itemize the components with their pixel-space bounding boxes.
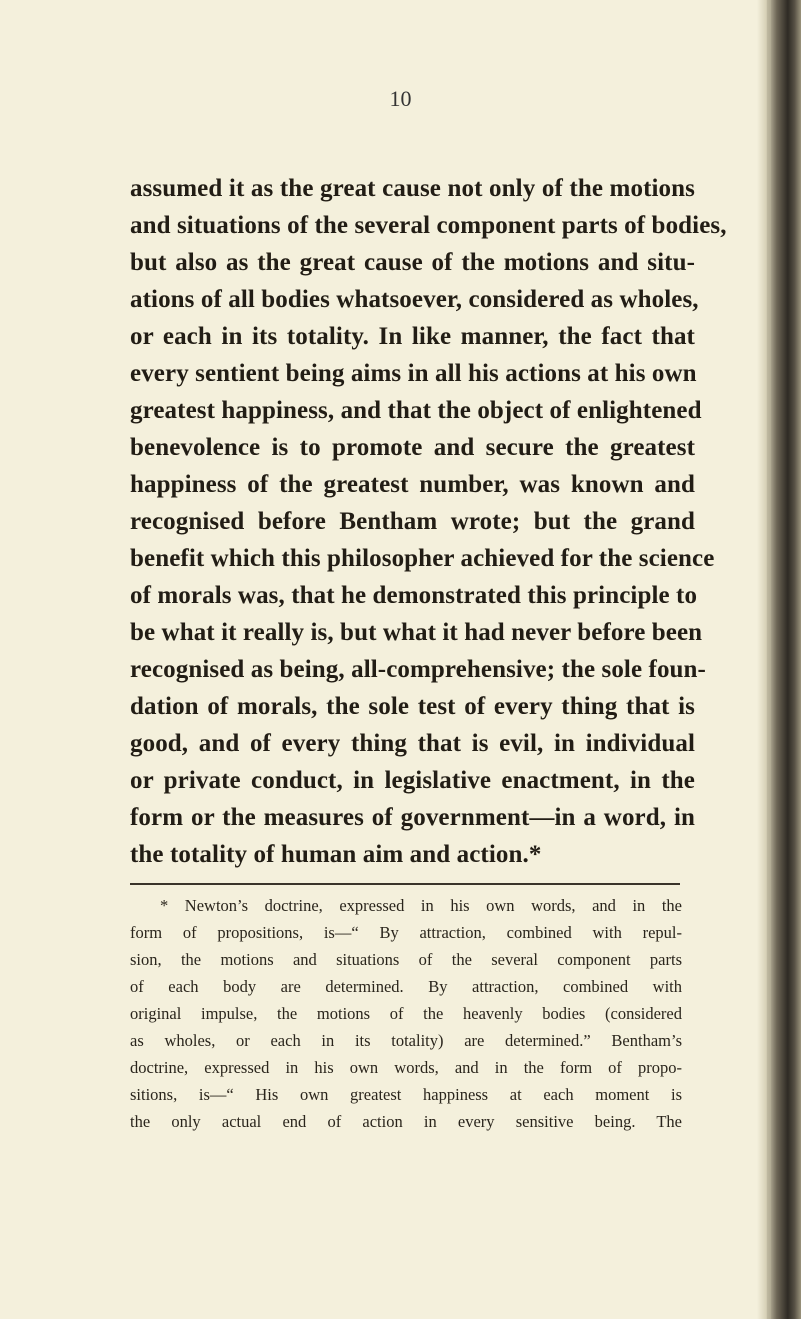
text-line: or private conduct, in legislative enactment, in the — [130, 767, 695, 794]
text-line: benefit which this philosopher achieved for the science — [130, 545, 715, 572]
text-line: ations of all bodies whatsoever, considered as wholes, — [130, 286, 699, 313]
text-line: be what it really is, but what it had never before been — [130, 619, 703, 646]
text-line: form or the measures of government—in a word, in — [130, 804, 695, 831]
footnote-rule — [130, 883, 680, 885]
text-line: good, and of every thing that is evil, in individual — [130, 730, 695, 757]
text-line: greatest happiness, and that the object of enlightened — [130, 397, 702, 424]
book-binding-edge — [757, 0, 801, 1319]
book-binding-edge-highlight — [767, 0, 771, 1319]
text-line: the totality of human aim and action.* — [130, 841, 542, 868]
footnote-line: of each body are determined. By attraction, combined with — [130, 977, 682, 996]
footnote-line: form of propositions, is—“ By attraction, combined with repul- — [130, 923, 682, 942]
text-line: every sentient being aims in all his actions at his own — [130, 360, 697, 387]
text-line: and situations of the several component parts of bodies, — [130, 212, 727, 239]
footnote — [130, 892, 682, 1135]
text-line: happiness of the greatest number, was known and — [130, 471, 695, 498]
text-line: of morals was, that he demonstrated this principle to — [130, 582, 698, 609]
text-line: recognised as being, all-comprehensive; the sole foun- — [130, 656, 706, 683]
text-line: but also as the great cause of the motions and situ- — [130, 249, 695, 276]
text-line: or each in its totality. In like manner, the fact that — [130, 323, 695, 350]
footnote-line: * Newton’s doctrine, expressed in his own words, and in the — [160, 896, 682, 915]
text-line: recognised before Bentham wrote; but the grand — [130, 508, 695, 535]
footnote-line: sion, the motions and situations of the several component parts — [130, 950, 682, 969]
text-line: assumed it as the great cause not only of the motions — [130, 175, 695, 202]
footnote-line: sitions, is—“ His own greatest happiness at each moment is — [130, 1085, 682, 1104]
main-text — [130, 170, 727, 873]
footnote-line: original impulse, the motions of the heavenly bodies (considered — [130, 1004, 682, 1023]
footnote-line: the only actual end of action in every sensitive being. The — [130, 1112, 682, 1131]
footnote-line: as wholes, or each in its totality) are determined.” Bentham’s — [130, 1031, 682, 1050]
page-number: 10 — [389, 86, 412, 111]
text-line: benevolence is to promote and secure the greatest — [130, 434, 695, 461]
text-line: dation of morals, the sole test of every thing that is — [130, 693, 695, 720]
footnote-line: doctrine, expressed in his own words, and in the form of propo- — [130, 1058, 682, 1077]
